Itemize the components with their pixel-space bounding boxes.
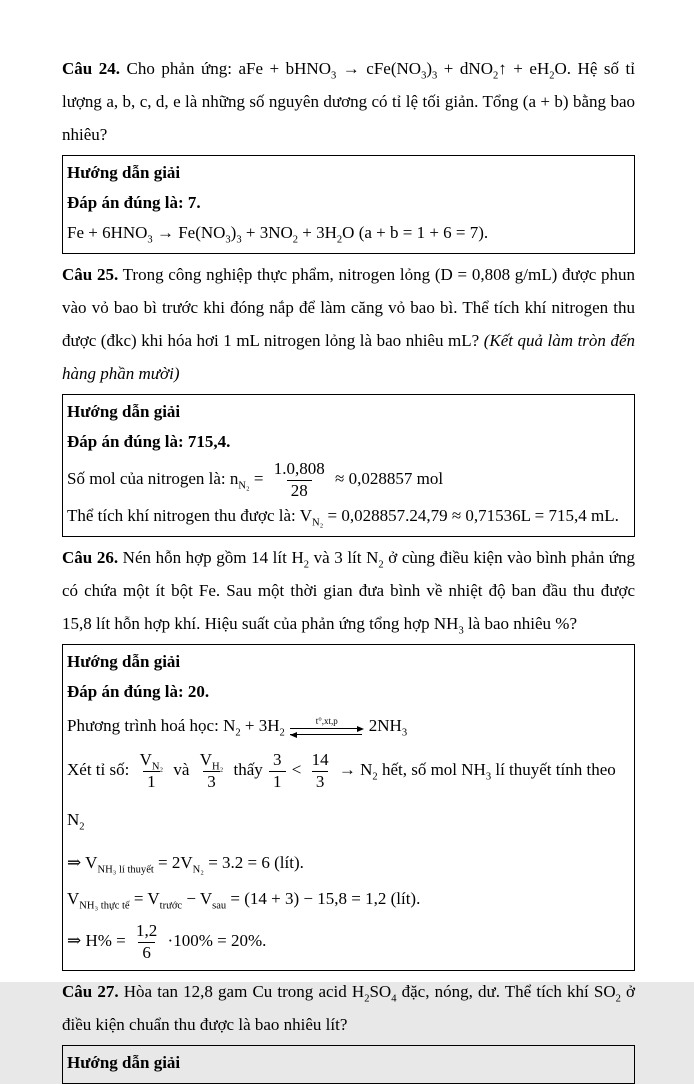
solution-box-25 [62, 394, 635, 537]
fraction [269, 750, 286, 792]
fraction [270, 459, 329, 501]
fraction-numerator: $V_{H_2}$ [199, 750, 224, 773]
fraction-numerator: 14 [311, 750, 329, 770]
ratio-mid-text: và [169, 760, 194, 779]
ratio-prefix: Xét tỉ số: [67, 760, 134, 779]
fraction-numerator: 1.0,808 [273, 459, 325, 479]
answer-line-26: Đáp án đúng là: 20. [67, 682, 210, 701]
question-25-text: Câu 25. Trong công nghiệp thực phẩm, nitrogen lỏng (D = 0,808 g/mL) được phun vào vỏ bao bì trước khi đóng nắp để làm căng vỏ bao bì. Thể tích khí nitrogen thu được (đkc) khi hóa hơi 1 mL nitrogen lỏng là bao nhiêu mL? (Kết quả làm tròn đến hàng phần mười) [62, 265, 636, 383]
fraction-denominator: 3 [203, 771, 220, 792]
fraction-denominator: 3 [312, 771, 329, 792]
reverse-arrow [290, 732, 364, 738]
equation-right-side: $2NH_3$ [368, 716, 408, 739]
solution-title-26: Hướng dẫn giải [67, 652, 181, 671]
fraction [136, 750, 168, 792]
solution-box-24 [62, 155, 635, 254]
yield-calculation-line [67, 917, 626, 965]
equation-left-side: Phương trình hoá học: $N_2 + 3H_2$ [67, 716, 285, 739]
ratio-mid-text: thấy [229, 760, 268, 779]
arrow-condition-label: t°,xt,p [315, 716, 338, 727]
chemical-equation-line [67, 707, 626, 745]
answer-line-24: Đáp án đúng là: 7. [67, 193, 201, 212]
yield-prefix: ⇒ H% = [67, 931, 131, 950]
question-27-text: Câu 27. Hòa tan 12,8 gam Cu trong acid $H_2SO_4$ đặc, nóng, dư. Thể tích khí $SO_2$ ở điều kiện chuẩn thu được là bao nhiêu lít? [62, 982, 635, 1034]
solution-title-24: Hướng dẫn giải [67, 163, 181, 182]
volume-calculation-line: Thể tích khí nitrogen thu được là: $V_{N_2} = 0,028857.24,79 \approx 0,71536L = 715,4$ mL. [67, 506, 619, 529]
answer-line-25: Đáp án đúng là: 715,4. [67, 432, 231, 451]
yield-suffix: ·100% = 20%. [163, 931, 267, 950]
less-than-sign: < [287, 760, 306, 779]
fraction [308, 750, 333, 792]
mol-calculation-prefix: Số mol của nitrogen là: $n_{N_2}$ = [67, 469, 268, 492]
mol-calculation-suffix: ≈ 0,028857 mol [330, 469, 444, 488]
fraction-numerator: 3 [273, 750, 282, 770]
actual-volume-line: $V_{NH_3 thực tế} = V_{trước} - V_{sau} = (14 + 3) - 15,8 = 1,2$ (lít). [67, 889, 421, 912]
mol-calculation-line [67, 457, 626, 501]
fraction-numerator: $V_{N_2}$ [139, 750, 164, 773]
fraction [132, 921, 161, 963]
ratio-comparison-line [67, 745, 626, 845]
solution-title-27: Hướng dẫn giải [67, 1053, 181, 1072]
ratio-conclusion: → $N_2$ hết, số mol $NH_3$ lí thuyết tính theo $N_2$ [67, 760, 616, 833]
fraction-denominator: 1 [269, 771, 286, 792]
fraction-denominator: 28 [287, 480, 312, 501]
question-24-text: Câu 24. Cho phản ứng: aFe + bHNO$_3$ → $cFe(NO_3)_3$ + dNO$_2$↑ + $eH_2O$. Hệ số tỉ lượng a, b, c, d, e là những số nguyên dương có tỉ lệ tối giản. Tổng (a + b) bằng bao nhiêu? [62, 59, 635, 144]
fraction-denominator: 1 [143, 771, 160, 792]
solution-equation-24: $Fe + 6HNO_3 \to Fe(NO_3)_3 + 3NO_2 + 3H_2O$ (a + b = 1 + 6 = 7). [67, 223, 489, 246]
theoretical-volume-line: ⇒ $V_{NH_3 lí thuyết} = 2V_{N_2} = 3.2 = 6$ (lít). [67, 853, 304, 876]
question-26-text: Câu 26. Nén hỗn hợp gồm 14 lít $H_2$ và 3 lít $N_2$ ở cùng điều kiện vào bình phản ứng có chứa một ít bột Fe. Sau một thời gian đưa bình về nhiệt độ ban đầu thu được 15,8 lít hỗn hợp khí. Hiệu suất của phản ứng tổng hợp $NH_3$ là bao nhiêu %? [62, 548, 635, 637]
equilibrium-arrow [290, 716, 364, 738]
fraction [196, 750, 228, 792]
solution-title-25: Hướng dẫn giải [67, 402, 181, 421]
solution-box-27 [62, 1045, 635, 1084]
solution-box-26 [62, 644, 635, 971]
fraction-numerator: 1,2 [136, 921, 158, 941]
fraction-denominator: 6 [138, 942, 155, 963]
